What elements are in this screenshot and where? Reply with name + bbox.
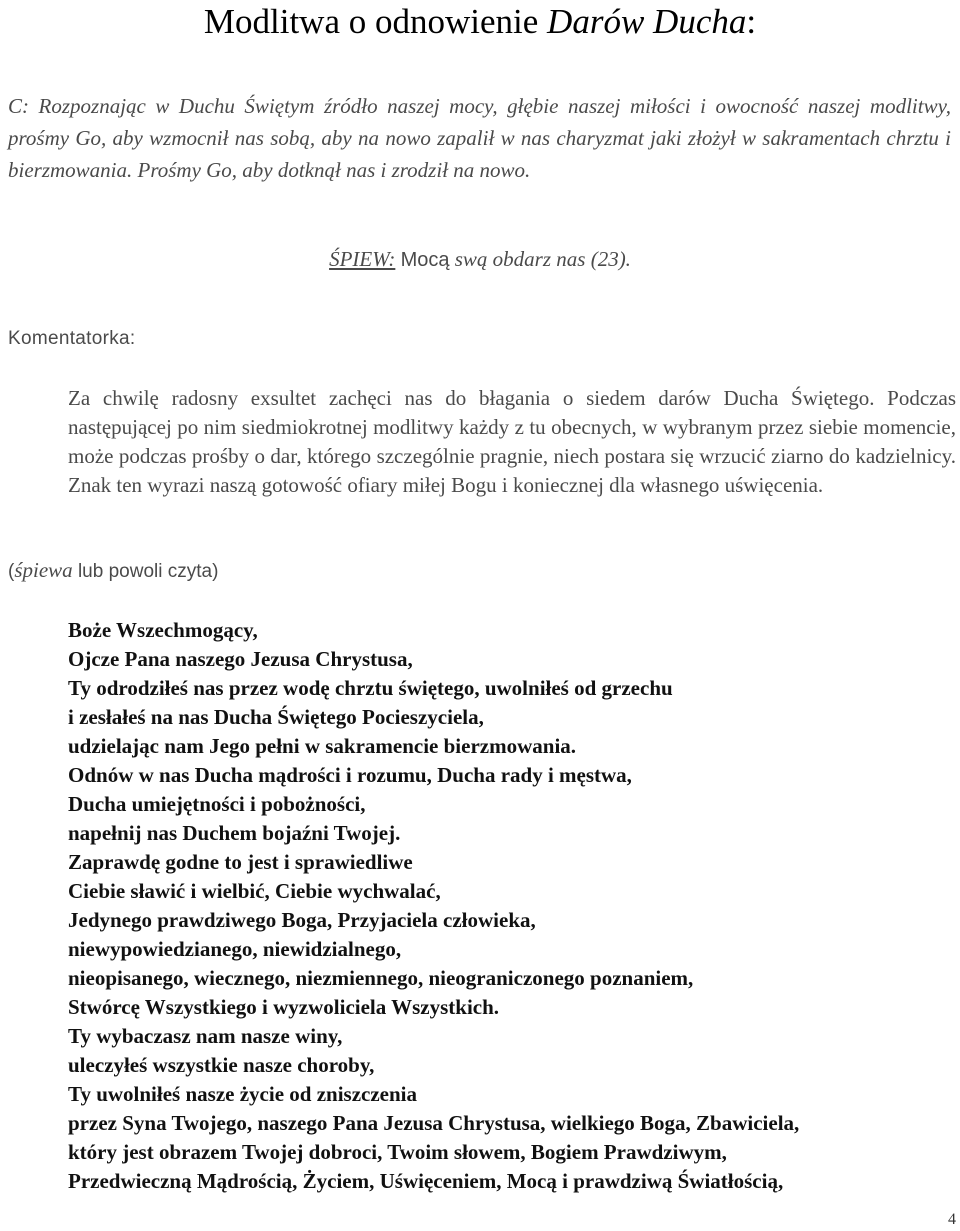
song-title-part2: swą obdarz nas (23).: [454, 247, 631, 271]
prayer-text: [68, 616, 960, 1196]
prayer-line: Ty wybaczasz nam nasze winy,: [68, 1024, 343, 1048]
prayer-line: Ojcze Pana naszego Jezusa Chrystusa,: [68, 647, 413, 671]
prayer-line: napełnij nas Duchem bojaźni Twojej.: [68, 821, 401, 845]
rubric-open: (: [8, 561, 15, 582]
commentary-paragraph: Za chwilę radosny exsultet zachęci nas do błagania o siedem darów Ducha Świętego. Podczas następującej po nim siedmiokrotnej modlitwy każdy z tu obecnych, w wybranym przez siebie momencie, może podczas prośby o dar, którego szczególnie pragnie, niech postara się wrzucić ziarno do kadzielnicy. Znak ten wyrazi naszą gotowość ofiary miłej Bogu i koniecznej dla własnego uświęcenia.: [68, 386, 956, 497]
rubric-italic: śpiewa: [14, 558, 73, 582]
rubric-instruction: [8, 557, 218, 585]
commentator-label: Komentatorka:: [8, 328, 136, 349]
prayer-line: Ty uwolniłeś nasze życie od zniszczenia: [68, 1082, 417, 1106]
song-label: ŚPIEW:: [329, 247, 396, 271]
prayer-line: uleczyłeś wszystkie nasze choroby,: [68, 1053, 375, 1077]
prayer-line: Boże Wszechmogący,: [68, 618, 258, 642]
title-italic: Darów Ducha: [547, 2, 747, 41]
prayer-line: który jest obrazem Twojej dobroci, Twoim słowem, Bogiem Prawdziwym,: [68, 1140, 727, 1164]
prayer-line: Stwórcę Wszystkiego i wyzwoliciela Wszystkich.: [68, 995, 500, 1019]
prayer-line: udzielając nam Jego pełni w sakramencie bierzmowania.: [68, 734, 577, 758]
intro-paragraph: C: Rozpoznając w Duchu Świętym źródło naszej mocy, głębie naszej miłości i owocność naszej modlitwy, prośmy Go, aby wzmocnił nas sobą, aby na nowo zapalił w nas charyzmat jaki złożył w sakramentach chrztu i bierzmowania. Prośmy Go, aby dotknął nas i zrodził na nowo.: [8, 94, 951, 182]
prayer-line: i zesłałeś na nas Ducha Świętego Pocieszyciela,: [68, 705, 484, 729]
prayer-line: Ducha umiejętności i pobożności,: [68, 792, 366, 816]
rubric-rest: lub powoli czyta): [72, 561, 219, 582]
prayer-line: Przedwieczną Mądrością, Życiem, Uświęceniem, Mocą i prawdziwą Światłością,: [68, 1169, 784, 1193]
prayer-line: Odnów w nas Ducha mądrości i rozumu, Ducha rady i męstwa,: [68, 763, 632, 787]
song-title-part1: Mocą: [400, 249, 450, 271]
prayer-line: niewypowiedzianego, niewidzialnego,: [68, 937, 402, 961]
title-plain: Modlitwa o odnowienie: [203, 2, 548, 41]
prayer-line: przez Syna Twojego, naszego Pana Jezusa Chrystusa, wielkiego Boga, Zbawiciela,: [68, 1111, 800, 1135]
prayer-line: nieopisanego, wiecznego, niezmiennego, nieograniczonego poznaniem,: [68, 966, 694, 990]
song-line: [0, 246, 960, 273]
prayer-line: Zaprawdę godne to jest i sprawiedliwe: [68, 850, 413, 874]
page-number: 4: [948, 1211, 956, 1228]
page-title: [0, 2, 960, 42]
prayer-line: Ciebie sławić i wielbić, Ciebie wychwalać,: [68, 879, 441, 903]
title-suffix: :: [746, 2, 757, 41]
prayer-line: Ty odrodziłeś nas przez wodę chrztu świętego, uwolniłeś od grzechu: [68, 676, 673, 700]
prayer-line: Jedynego prawdziwego Boga, Przyjaciela człowieka,: [68, 908, 536, 932]
